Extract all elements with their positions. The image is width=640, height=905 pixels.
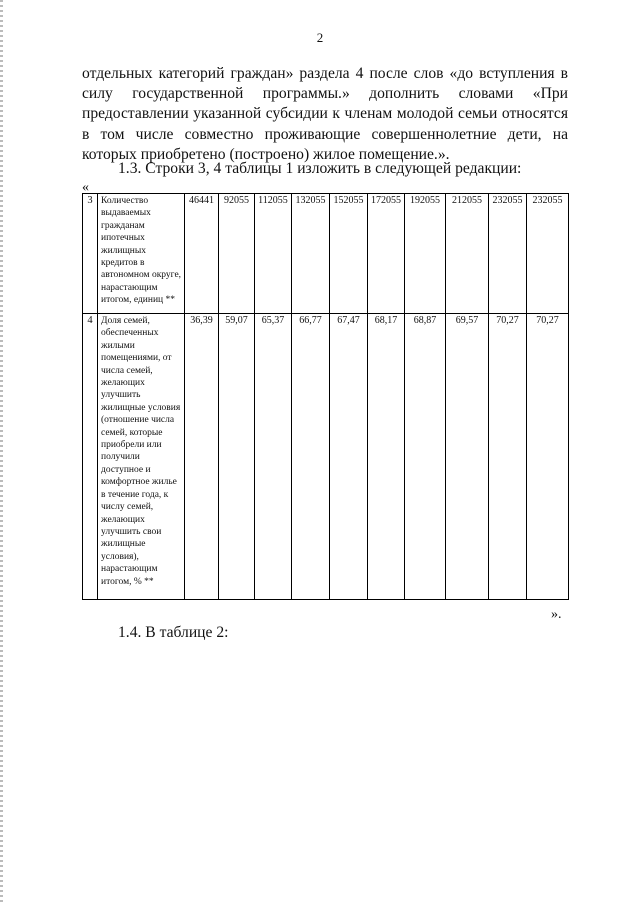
page-number: 2 <box>316 30 324 45</box>
table-cell: 68,87 <box>405 314 446 600</box>
table-cell: 70,27 <box>489 314 527 600</box>
row-number: 4 <box>83 314 98 600</box>
table-cell: 36,39 <box>185 314 219 600</box>
paragraph-amendment-text: отдельных категорий граждан» раздела 4 после слов «до вступления в силу государственной программы.» дополнить словами «При предоставлении указанной субсидии к членам молодой семьи относятся в том числе совместно проживающие совершеннолетние дети, на которых приобретено (построено) жилое помещение.». <box>82 65 568 163</box>
table-row <box>83 314 569 600</box>
table-cell: 59,07 <box>219 314 255 600</box>
table-cell: 232055 <box>527 194 569 314</box>
row-label: Доля семей, обеспеченных жилыми помещениями, от числа семей, желающих улучшить жилищные условия (отношение числа семей, которые приобрели или получили доступное и комфортное жилье в течение года, к числу семей, желающих улучшить свои жилищные условия), нарастающим итогом, % ** <box>98 314 185 600</box>
table-cell: 172055 <box>368 194 405 314</box>
table-cell: 67,47 <box>330 314 368 600</box>
opening-quote: « <box>82 180 89 195</box>
table-cell: 112055 <box>255 194 292 314</box>
table-cell: 152055 <box>330 194 368 314</box>
table-cell: 65,37 <box>255 314 292 600</box>
closing-quote: ». <box>551 607 562 622</box>
table-cell: 212055 <box>446 194 489 314</box>
scan-edge <box>0 0 3 905</box>
paragraph-item-1-3: 1.3. Строки 3, 4 таблицы 1 изложить в следующей редакции: <box>118 160 522 177</box>
table-cell: 66,77 <box>292 314 330 600</box>
table-cell: 132055 <box>292 194 330 314</box>
table-cell: 92055 <box>219 194 255 314</box>
row-number: 3 <box>83 194 98 314</box>
paragraph-item-1-4: 1.4. В таблице 2: <box>118 624 229 641</box>
indicators-table <box>82 193 569 600</box>
table-cell: 232055 <box>489 194 527 314</box>
table-cell: 69,57 <box>446 314 489 600</box>
table-row <box>83 194 569 314</box>
table-cell: 68,17 <box>368 314 405 600</box>
table-cell: 192055 <box>405 194 446 314</box>
table-cell: 46441 <box>185 194 219 314</box>
table-cell: 70,27 <box>527 314 569 600</box>
row-label: Количество выдаваемых гражданам ипотечных жилищных кредитов в автономном округе, нарастающим итогом, единиц ** <box>98 194 185 314</box>
